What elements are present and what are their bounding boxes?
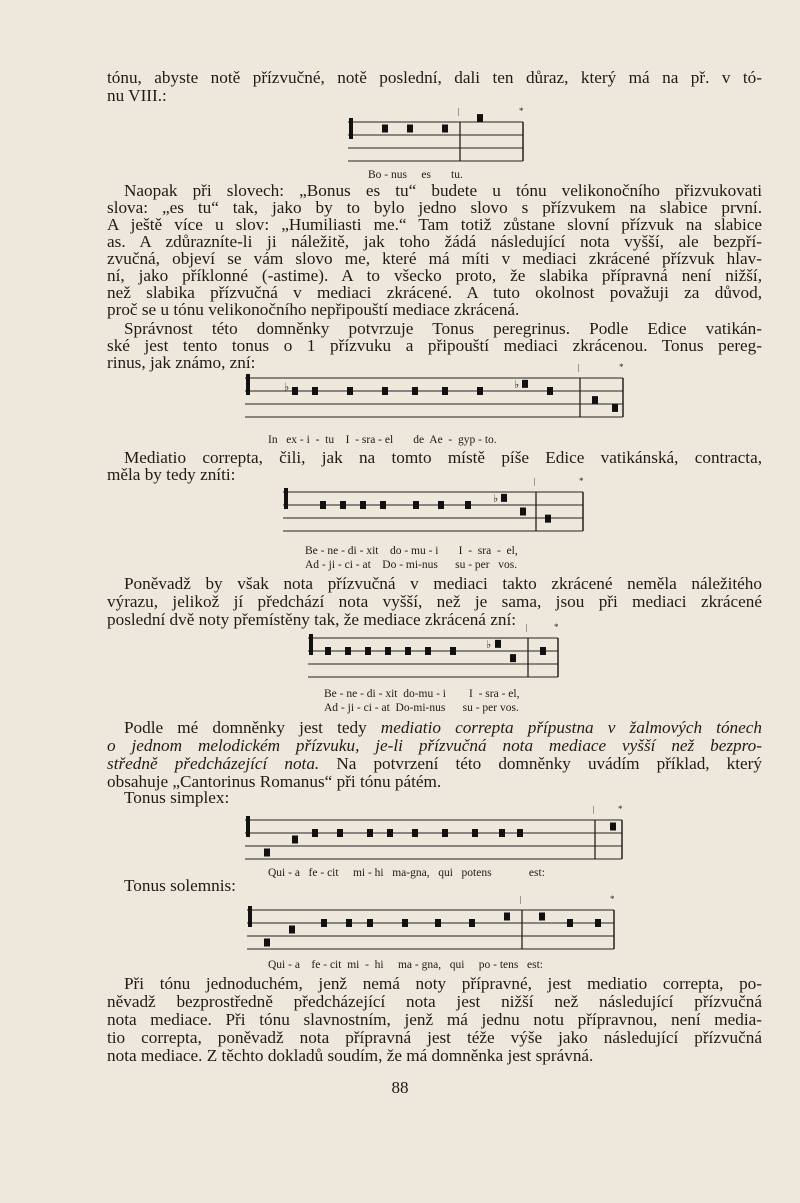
note-icon (385, 647, 391, 655)
note-icon (510, 654, 516, 662)
note-icon (405, 647, 411, 655)
accent-mark: | (520, 895, 522, 904)
note-icon (595, 919, 601, 927)
clef-icon (349, 118, 353, 139)
text-line: A ještě více u slov: „Humiliasti me.“ Tam totiž zůstane slovní přízvuk na slabice (107, 215, 762, 234)
note-icon (495, 640, 501, 648)
note-icon (412, 387, 418, 395)
music-staff (303, 622, 573, 688)
note-icon (477, 387, 483, 395)
note-icon (380, 501, 386, 509)
note-icon (346, 919, 352, 927)
text-line: zvučná, objeví se vám slovo me, které má míti v mediaci zkrácené přízvuk hlav- (107, 249, 762, 268)
text-line: tónu, abyste notě přízvučné, notě poslední, dali ten důraz, který má na př. v tó- (107, 68, 762, 87)
note-icon (292, 836, 298, 844)
staff-lyrics: Bo - nus es tu. (368, 169, 463, 181)
text-line (124, 719, 762, 737)
text-line: poslední dvě noty přemístěny tak, že mediace zkrácená zní: (107, 610, 516, 629)
note-icon (472, 829, 478, 837)
text-line: ní, jako příklonné (-astime). A to všecko proto, že slabika přípravná není nižší, (107, 266, 762, 285)
note-icon (264, 849, 270, 857)
staff-lyrics: Be - ne - di - xit do - mu - i I - sra - el, (305, 545, 518, 557)
text-line: nota mediace. Při tónu slavnostním, jenž má jednu notu přípravnou, není media- (107, 1010, 762, 1029)
flat-icon: ♭ (284, 381, 290, 394)
clef-icon (248, 906, 252, 927)
accent-mark: | (534, 477, 536, 486)
example-label: Tonus simplex: (124, 788, 230, 807)
asterisk-mark: * (618, 804, 623, 814)
accent-mark: | (458, 107, 460, 116)
note-icon (367, 829, 373, 837)
flat-icon: ♭ (493, 492, 499, 505)
text-line: Mediatio correpta, čili, jak na tomto místě píše Edice vatikánská, contracta, (124, 448, 762, 467)
music-staff (242, 896, 622, 956)
note-icon (499, 829, 505, 837)
note-icon (312, 829, 318, 837)
staff-lyrics: Be - ne - di - xit do-mu - i I - sra - el, (324, 688, 520, 700)
text-line: měla by tedy zníti: (107, 465, 236, 484)
text-run: Podle mé domněnky jest tedy (124, 718, 381, 737)
page-number: 88 (391, 1078, 409, 1097)
text-line (107, 755, 762, 773)
staff-lyrics: In ex - i - tu I - sra - el de Ae - gyp - to. (268, 434, 497, 446)
asterisk-mark: * (619, 362, 624, 372)
note-icon (547, 387, 553, 395)
asterisk-mark: * (610, 894, 615, 904)
note-icon (545, 515, 551, 523)
note-icon (337, 829, 343, 837)
text-line: obsahuje „Cantorinus Romanus“ při tónu pátém. (107, 772, 442, 791)
asterisk-mark: * (579, 476, 584, 486)
note-icon (539, 913, 545, 921)
text-line: nota mediace. Z těchto dokladů soudím, že má domněnka jest správná. (107, 1046, 594, 1065)
staff-lyrics: Ad - ji - ci - at Do-mi-nus su - per vos. (324, 702, 519, 714)
clef-icon (246, 374, 250, 395)
text-line: výrazu, jelikož jí předchází nota vyšší, než je sama, jsou při mediaci zkrácené (107, 592, 762, 611)
note-icon (612, 404, 618, 412)
note-icon (325, 647, 331, 655)
note-icon (292, 387, 298, 395)
note-icon (413, 501, 419, 509)
italic-run: středně předcházející nota. (107, 754, 320, 773)
note-icon (321, 919, 327, 927)
note-icon (522, 380, 528, 388)
text-line: proč se u tónu velikonočního nepřipouští mediace zkrácená. (107, 300, 520, 319)
italic-run: o jednom melodickém přízvuku, je-li přízvučná nota mediace vyšší než bezpro- (107, 736, 762, 755)
note-icon (340, 501, 346, 509)
music-staff (240, 806, 630, 866)
text-line: něvadž bezprostředně předcházející nota jest nižší než následující přízvučná (107, 992, 762, 1011)
flat-icon: ♭ (486, 638, 492, 651)
note-icon (465, 501, 471, 509)
note-icon (438, 501, 444, 509)
note-icon (450, 647, 456, 655)
note-icon (402, 919, 408, 927)
clef-icon (284, 488, 288, 509)
text-line: Poněvadž by však nota přízvučná v mediaci takto zkrácené neměla náležitého (124, 574, 762, 593)
note-icon (442, 829, 448, 837)
text-line: slova: „es tu“ tak, jako by to bylo jedno slovo s přízvukem na slabice první. (107, 198, 762, 217)
note-icon (501, 494, 507, 502)
staff-lyrics: Ad - ji - ci - at Do - mi-nus su - per vos. (305, 559, 518, 571)
text-line: Naopak při slovech: „Bonus es tu“ budete u tónu velikonočního přizvukovati (124, 181, 762, 200)
note-icon (345, 647, 351, 655)
text-line: ské jest tento tonus o 1 přízvuku a připouští mediaci zkrácenou. Tonus pereg- (107, 336, 762, 355)
note-icon (442, 125, 448, 133)
text-line (107, 737, 762, 755)
staff-lyrics: Qui - a fe - cit mi - hi ma - gna, qui po - tens est: (268, 959, 543, 971)
note-icon (365, 647, 371, 655)
note-icon (412, 829, 418, 837)
note-icon (477, 114, 483, 122)
note-icon (387, 829, 393, 837)
text-line: Správnost této domněnky potvrzuje Tonus peregrinus. Podle Edice vatikán- (124, 319, 762, 338)
note-icon (289, 926, 295, 934)
note-icon (347, 387, 353, 395)
note-icon (407, 125, 413, 133)
note-icon (610, 823, 616, 831)
asterisk-mark: * (519, 106, 524, 116)
note-icon (504, 913, 510, 921)
note-icon (382, 125, 388, 133)
note-icon (567, 919, 573, 927)
text-line: as. A zdůrazníte-li ji náležitě, jak toho žádá následující nota vyšší, ale bezpří- (107, 232, 762, 251)
italic-run: mediatio correpta přípustna v žalmových tónech (380, 718, 762, 737)
staff-lyrics: Qui - a fe - cit mi - hi ma-gna, qui potens est: (268, 867, 545, 879)
note-icon (367, 919, 373, 927)
note-icon (425, 647, 431, 655)
asterisk-mark: * (554, 622, 559, 632)
note-icon (442, 387, 448, 395)
text-line: než slabika přízvučná v mediaci zkrácené. A tuto okolnost považuji za důvod, (107, 283, 762, 302)
note-icon (517, 829, 523, 837)
music-staff (240, 362, 640, 428)
note-icon (320, 501, 326, 509)
music-staff (278, 476, 598, 542)
note-icon (540, 647, 546, 655)
note-icon (360, 501, 366, 509)
note-icon (264, 939, 270, 947)
note-icon (592, 396, 598, 404)
accent-mark: | (526, 623, 528, 632)
text-line: nu VIII.: (107, 86, 167, 105)
example-label: Tonus solemnis: (124, 876, 236, 895)
text-line: rinus, jak známo, zní: (107, 353, 256, 372)
accent-mark: | (578, 363, 580, 372)
note-icon (435, 919, 441, 927)
note-icon (312, 387, 318, 395)
music-staff (340, 100, 540, 165)
note-icon (382, 387, 388, 395)
text-run: Na potvrzení této domněnky uvádím příklad, který (319, 754, 762, 773)
note-icon (469, 919, 475, 927)
accent-mark: | (593, 805, 595, 814)
clef-icon (309, 634, 313, 655)
note-icon (520, 508, 526, 516)
text-line: Při tónu jednoduchém, jenž nemá noty přípravné, jest mediatio correpta, po- (124, 974, 762, 993)
text-line: tio correpta, poněvadž nota přípravná jest téže výše jako následující přízvučná (107, 1028, 762, 1047)
flat-icon: ♭ (514, 378, 520, 391)
clef-icon (246, 816, 250, 837)
